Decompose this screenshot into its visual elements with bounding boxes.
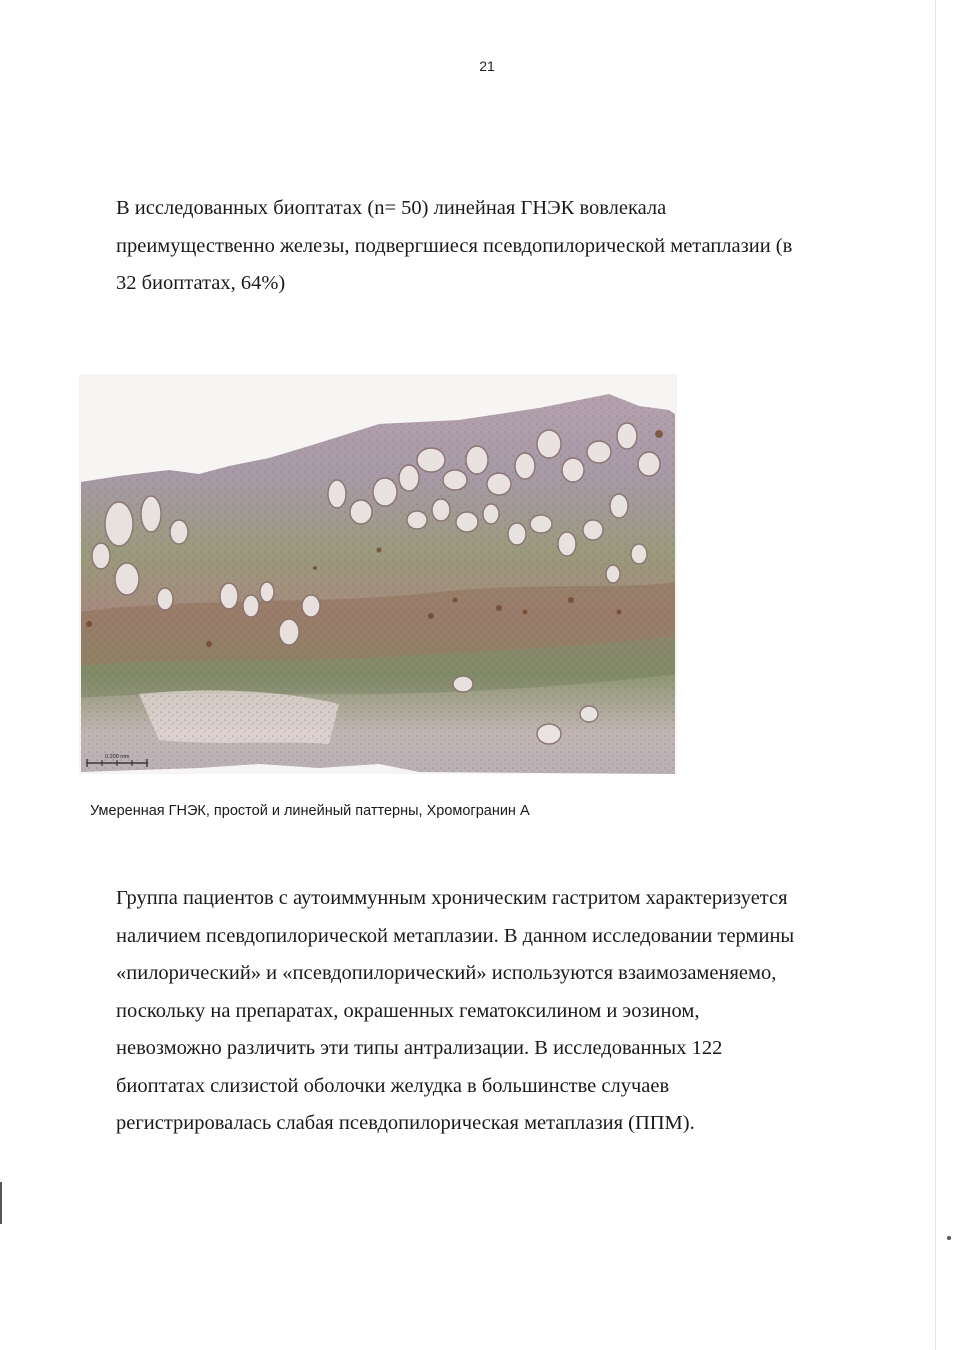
- text-line: 32 биоптатах, 64%): [116, 272, 286, 294]
- histology-micrograph: [79, 374, 677, 774]
- paragraph-main: [116, 880, 886, 1143]
- page-number: 21: [479, 58, 495, 74]
- text-line: преимущественно железы, подвергшиеся псевдопилорической метаплазии (в: [116, 234, 793, 257]
- scale-bar-label: 0.200 mm: [105, 754, 130, 760]
- text-line: Группа пациентов с аутоиммунным хроническим гастритом характеризуется: [116, 887, 788, 909]
- figure-caption: Умеренная ГНЭК, простой и линейный паттерны, Хромогранин А: [90, 803, 530, 819]
- scan-edge-mark-left: [0, 1182, 2, 1224]
- text-line: наличием псевдопилорической метаплазии. В данном исследовании термины: [116, 924, 795, 947]
- text-line: биоптатах слизистой оболочки желудка в большинстве случаев: [116, 1074, 670, 1097]
- text-line: регистрировалась слабая псевдопилорическая метаплазия (ППМ).: [116, 1112, 695, 1134]
- paragraph-intro: [116, 190, 876, 303]
- scan-edge-line-right: [935, 0, 936, 1350]
- text-line: поскольку на препаратах, окрашенных гематоксилином и эозином,: [116, 999, 700, 1022]
- text-line: В исследованных биоптатах (n= 50) линейная ГНЭК вовлекала: [116, 197, 667, 219]
- text-line: невозможно различить эти типы антрализации. В исследованных 122: [116, 1037, 723, 1059]
- scan-edge-mark-right: [947, 1236, 951, 1240]
- tissue-section-image: [79, 374, 677, 774]
- text-line: «пилорический» и «псевдопилорический» используются взаимозаменяемо,: [116, 962, 777, 984]
